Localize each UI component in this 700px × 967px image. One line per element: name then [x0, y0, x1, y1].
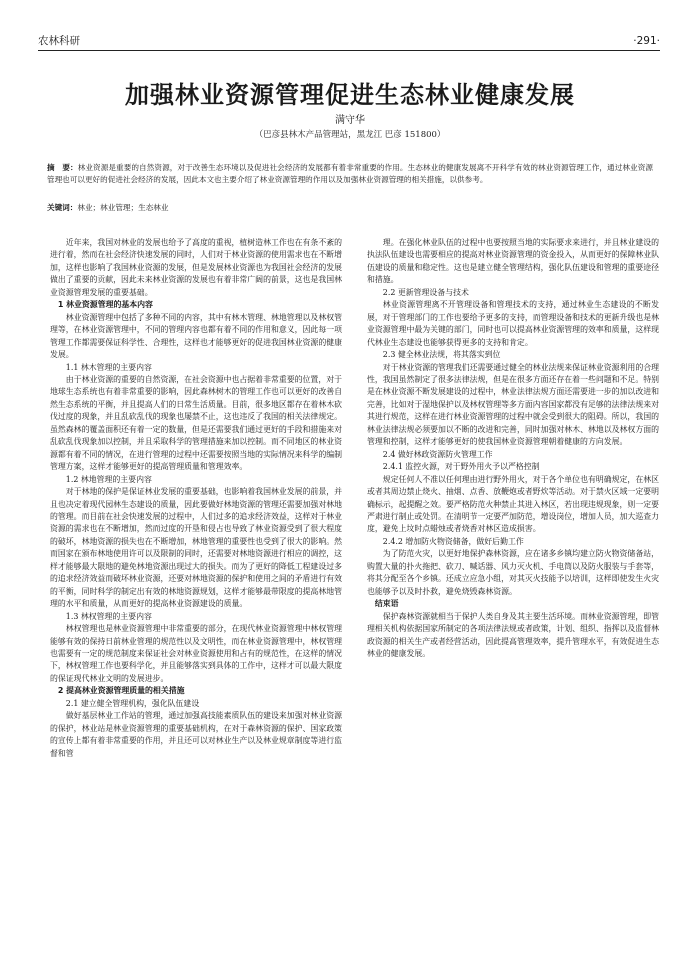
- paragraph: 做好基层林业工作站的管理，通过加强高技能素质队伍的建设来加强对林业资源的保护，林业站是林业资源管理的重要基础机构，在对于森林资源的保护、国家政策的宣传上都有着非常重要的作用，并且还可以对林业生产以及林业规章制度等进行监督和管: [50, 711, 342, 758]
- keywords-text: 林业；林业管理；生态林业: [77, 203, 169, 212]
- subsection-heading: 2.1 建立健全管理机构，强化队伍建设: [65, 698, 200, 708]
- paragraph: 对于林业资源的管理我们还需要通过健全的林业法规来保证林业资源利用的合理性，我国虽然制定了很多法律法规，但是在很多方面还存在着一些问题和不足。特别是在林业资源不断发展建设的过程中，林业法律法规方面还需要进一步的加以改进和完善，比如对于湿地保护以及林权管理等多方面内容国家都没有足够的法律法规来对其进行规范，这样在进行林业资源管理的过程中就会受到很大的阻碍。所以，我国的林业法律法规必须要加以不断的改进和完善，同时加强对林木、林地以及林权方面的管理和控制，这样才能够更好的使我国林业资源管理朝着健康的方向发展。: [367, 362, 659, 447]
- abstract-text: 林业资源是重要的自然资源，对于改善生态环境以及促进社会经济的发展都有着非常重要的作用。生态林业的健康发展离不开科学有效的林业资源管理工作，通过林业资源管理也可以更好的促进社会经济的发展，因此本文也主要介绍了林业资源管理的作用以及加强林业资源管理的相关措施，以供参考。: [47, 163, 653, 185]
- paragraph: 近年来，我国对林业的发展也给予了高度的重视，植树造林工作也在有条不紊的进行着，然而在社会经济快速发展的同时，人们对于林业资源的使用需求也在不断增加，这样也影响了我国林业资源的发展，但是发展林业资源也为我国社会经济的发展做出了重要的贡献，因此未来林业资源的发展也有着非常广阔的前景，这也是我国林业资源管理发展的重要基础。: [50, 238, 342, 297]
- right-column: [367, 237, 659, 660]
- article-title: 加强林业资源管理促进生态林业健康发展: [125, 81, 575, 109]
- paragraph: 林权管理也是林业资源管理中非常重要的部分，在现代林业资源管理中林权管理能够有效的保持日前林业管理的规范性以及文明性，而在林业资源管理中，林权管理也需要有一定的规范制度来保证社会对林业资源使用和占有的规范性，在这样的情况下，林权管理工作也要科学化，并且能够落实到具体的工作中，这样才可以最大限度的保证现代林业文明的发展进步。: [50, 624, 342, 683]
- subsection-heading: 1.2 林地管理的主要内容: [65, 474, 152, 484]
- paragraph: 保护森林资源就相当于保护人类自身及其主要生活环境。而林业资源管理，即管理相关机构依据国家所制定的各项法律法规或者政策，计划、组织、指挥以及监督林政资源的相关生产或者经营活动，因此提高管理效率，提升管理水平，有效促进生态林业的健康发展。: [367, 611, 659, 658]
- subsection-heading: 2.2 更新管理设备与技术: [382, 287, 469, 297]
- abstract-label: 摘 要：: [47, 163, 78, 172]
- section-heading: 2 提高林业资源管理质量的相关措施: [57, 686, 185, 696]
- left-column: [50, 237, 342, 760]
- journal-name: 农林科研: [38, 35, 80, 47]
- keywords: [47, 202, 653, 214]
- conclusion-heading: 结束语: [374, 599, 399, 609]
- paragraph: 林业资源管理中包括了多种不同的内容，其中有林木管理、林地管理以及林权管理等，在林业资源管理中，不同的管理内容也都有着不同的作用和意义，因此每一项管理工作都需要保证科学性、合理性，这样也才能够更好的促进我国林业资源的健康发展。: [50, 312, 342, 360]
- author-affiliation: （巴彦县林木产品管理站，黑龙江 巴彦 151800）: [254, 130, 446, 140]
- paragraph: 由于林业资源的重要的自然资源，在社会资源中也占据着非常重要的位置，对于地球生态系统也有着非常重要的影响，因此森林树木的管理工作也可以更好的改善自然生态系统的平衡，并且提高人们的日常生活质量。目前，很多地区都存在着林木砍伐过度的现象，并且乱砍乱伐的现象也屡禁不止，这也违反了我国的相关法律规定。虽然森林的覆盖面积还有着一定的数量，但是还需要我们通过更好的手段和措施来对乱砍乱伐现象加以控制，并且采取科学的管理措施来加以控制。而不同地区的林业资源都有着不同的情况，在进行管理的过程中还需要按照当地的实际情况来科学的编制管理方案，这样才能够更好的提高管理质量和管理效率。: [50, 374, 342, 472]
- author-name: 满守华: [335, 115, 365, 126]
- paragraph: 林业资源管理离不开管理设备和管理技术的支持，通过林业生态建设的不断发展，对于管理部门的工作也要给予更多的支持，而管理设备和技术的更新升级也是林业资源管理中最为关键的部门，同时也可以提高林业资源管理的效率和质量，这样现代林业生态建设也能够获得更多的支持和肯定。: [367, 300, 659, 347]
- paragraph: 对于林地的保护是保证林业发展的重要基础，也影响着我国林业发展的前景，并且也决定着现代园林生态建设的质量，因此要做好林地资源的管理还需要加强对林地的管理。而目前在社会快速发展的过程中，人们过多的追求经济效益，这样对于林业资源的需求也在不断增加，然而过度的开垦和侵占也导致了林业资源受到了很大程度的破坏，林地资源的损失也在不断增加，林地管理的重要性也受到了很大的影响。然而国家在颁布林地使用许可以及限制的同时，还需要对林地资源进行相应的调控，这样才能够最大限地的避免林地资源出现过大的损失。而为了更好的降低工程建设过多的追求经济效益而破坏林业资源，还要对林地资源的保护和使用之间的矛盾进行有效的平衡，同时科学的制定出有效的林地资源规划，这样才能够最带限度的提高林地管理的水平和质量，从而更好的提高林业资源建设的质量。: [50, 487, 342, 609]
- subsection-heading: 2.4.1 监控火源，对于野外用火予以严格控制: [382, 462, 540, 472]
- running-header: [38, 34, 660, 51]
- abstract: [47, 162, 653, 186]
- paragraph: 规定任何人不准以任何理由进行野外用火，对于各个单位也有明确规定，在林区或者其周边禁止烧火、抽烟、点香、放鞭炮或者野炊等活动。对于禁火区域一定要明确标示，起提醒之效。要严格防范火种禁止其进入林区，若出现违规现象，则一定要严肃进行制止或处罚。在清明节一定要严加防范，增设岗位，增加人员，加大巡查力度，避免上坟时点蜡烛或者烧香对林区造成损害。: [367, 474, 659, 534]
- section-heading: 1 林业资源管理的基本内容: [57, 300, 153, 310]
- page-number: ·291·: [633, 35, 660, 47]
- subsection-heading: 1.1 林木管理的主要内容: [65, 362, 152, 372]
- subsection-heading: 2.3 健全林业法规，将其落实到位: [382, 350, 501, 360]
- subsection-heading: 2.4.2 增加防火物资储备，做好后勤工作: [382, 536, 524, 546]
- subsection-heading: 2.4 做好林政资源防火管理工作: [382, 449, 493, 459]
- subsection-heading: 1.3 林权管理的主要内容: [65, 611, 152, 621]
- keywords-label: 关键词：: [47, 203, 78, 212]
- paragraph: 为了防范火灾，以更好地保护森林资源，应在诸多乡镇均建立防火物资储备站，购置大量的扑火拖把、砍刀、喊话器、风力灭火机、手电筒以及防火服装与手套等，将其分配至各个乡镇。还成立应急小组，对其灭火技能予以培训，这样即使发生火灾也能够予以及时扑救，避免烧毁森林资源。: [367, 549, 659, 596]
- paragraph: 理。在强化林业队伍的过程中也要按照当地的实际要求来进行，并且林业建设的执法队伍建设也需要相应的提高对林业资源管理的资金投入，从而更好的保障林业队伍建设的质量和稳定性。这也是建立健全管理结构，强化队伍建设和管理的重要途径和措施。: [367, 238, 659, 285]
